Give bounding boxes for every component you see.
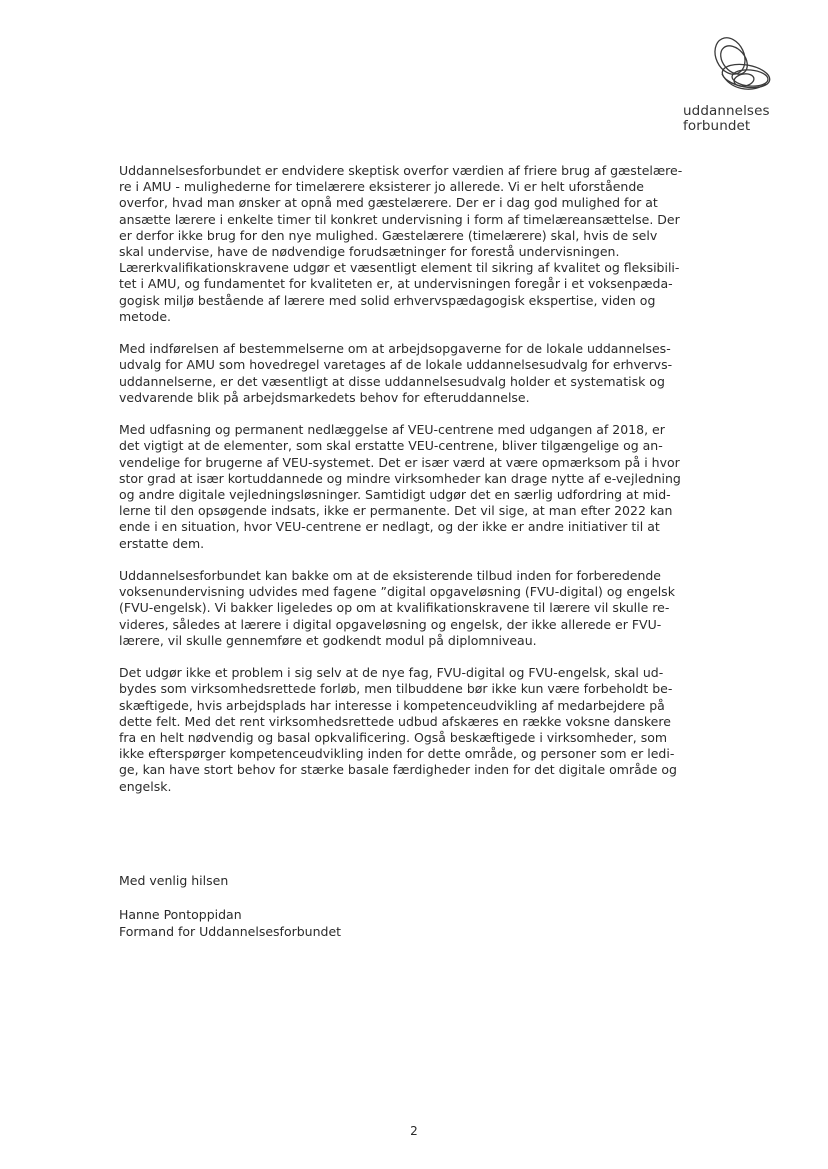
page-number: 2: [410, 1124, 418, 1138]
paragraph-line: overfor, hvad man ønsker at opnå med gæstelærere. Der er i dag god mulighed for at: [119, 195, 658, 211]
paragraph-line: metode.: [119, 308, 172, 324]
paragraph-line: re i AMU - mulighederne for timelærere eksisterer jo allerede. Vi er helt uforstående: [119, 179, 644, 195]
paragraph-line: ansætte lærere i enkelte timer til konkret undervisning i form af timelæreansættelse. Der: [119, 211, 680, 227]
paragraph-line: Med indførelsen af bestemmelserne om at arbejdsopgaverne for de lokale uddannelses-: [119, 341, 671, 357]
paragraph-line: bydes som virksomhedsrettede forløb, men tilbuddene bør ikke kun være forbeholdt be-: [119, 681, 673, 697]
paragraph: [119, 422, 759, 552]
organization-logo: [676, 34, 786, 138]
paragraph-line: det vigtigt at de elementer, som skal erstatte VEU-centrene, bliver tilgængelige og an-: [119, 438, 663, 454]
paragraph-line: skal undervise, have de nødvendige forudsætninger for forestå undervisningen.: [119, 244, 620, 260]
paragraph-line: Med udfasning og permanent nedlæggelse af VEU-centrene med udgangen af 2018, er: [119, 422, 665, 438]
logo-wordmark: [683, 104, 770, 134]
signer-name: Hanne Pontoppidan: [119, 907, 242, 922]
paragraph-line: dette felt. Med det rent virksomhedsrettede udbud afskæres en række voksne danskere: [119, 713, 671, 729]
paragraph-line: lærere, vil skulle gennemføre et godkendt modul på diplomniveau.: [119, 632, 537, 648]
paragraph-line: Uddannelsesforbundet kan bakke om at de eksisterende tilbud inden for forberedende: [119, 568, 661, 584]
logo-line-2: forbundet: [683, 118, 751, 134]
logo-loops-icon: [700, 34, 776, 100]
paragraph-line: uddannelserne, er det væsentligt at disse uddannelsesudvalg holder et systematisk og: [119, 373, 665, 389]
paragraph-line: ende i en situation, hvor VEU-centrene er nedlagt, og der ikke er andre initiativer til at: [119, 519, 660, 535]
paragraph-line: fra en helt nødvendig og basal opkvalificering. Også beskæftigede i virksomheder, som: [119, 730, 668, 746]
paragraph: [119, 665, 759, 795]
paragraph-line: er derfor ikke brug for den nye mulighed. Gæstelærere (timelærere) skal, hvis de selv: [119, 227, 658, 243]
paragraph-line: engelsk.: [119, 778, 172, 794]
paragraph-line: vendelige for brugerne af VEU-systemet. Det er især værd at være opmærksom på i hvor: [119, 454, 680, 470]
paragraph-line: erstatte dem.: [119, 535, 205, 551]
paragraph: [119, 341, 759, 406]
paragraph-line: skæftigede, hvis arbejdsplads har interesse i kompetenceudvikling af medarbejdere på: [119, 697, 665, 713]
paragraph-line: videres, således at lærere i digital opgaveløsning og engelsk, der ikke allerede er FVU-: [119, 616, 662, 632]
letter-body: [119, 163, 759, 811]
paragraph-line: gogisk miljø bestående af lærere med solid erhvervspædagogisk ekspertise, viden og: [119, 292, 656, 308]
paragraph-line: ikke efterspørger kompetenceudvikling inden for dette område, og personer som er ledi-: [119, 746, 675, 762]
paragraph-line: tet i AMU, og fundamentet for kvaliteten er, at undervisningen foregår i et voksenpæda-: [119, 276, 673, 292]
signature-block: [119, 906, 341, 940]
paragraph-line: og andre digitale vejledningsløsninger. Samtidigt udgør det en særlig udfordring at mid-: [119, 487, 671, 503]
paragraph-line: udvalg for AMU som hovedregel varetages af de lokale uddannelsesudvalg for erhvervs-: [119, 357, 673, 373]
paragraph: [119, 163, 759, 325]
closing-greeting: Med venlig hilsen: [119, 873, 229, 888]
paragraph-line: lerne til den opsøgende indsats, ikke er permanente. Det vil sige, at man efter 2022 kan: [119, 503, 673, 519]
paragraph-line: Det udgør ikke et problem i sig selv at de nye fag, FVU-digital og FVU-engelsk, skal ud-: [119, 665, 664, 681]
paragraph-line: (FVU-engelsk). Vi bakker ligeledes op om at kvalifikationskravene til lærere vil skulle re-: [119, 600, 670, 616]
paragraph-line: vedvarende blik på arbejdsmarkedets behov for efteruddannelse.: [119, 389, 530, 405]
signer-title: Formand for Uddannelsesforbundet: [119, 924, 342, 939]
paragraph-line: stor grad at især kortuddannede og mindre virksomheder kan drage nytte af e-vejledning: [119, 470, 681, 486]
logo-line-1: uddannelses: [683, 103, 770, 119]
paragraph: [119, 568, 759, 649]
paragraph-line: ge, kan have stort behov for stærke basale færdigheder inden for det digitale område og: [119, 762, 677, 778]
paragraph-line: Lærerkvalifikationskravene udgør et væsentligt element til sikring af kvalitet og fleksibili-: [119, 260, 680, 276]
paragraph-line: Uddannelsesforbundet er endvidere skeptisk overfor værdien af friere brug af gæstelære-: [119, 163, 683, 178]
paragraph-line: voksenundervisning udvides med fagene ”digital opgaveløsning (FVU-digital) og engelsk: [119, 584, 675, 600]
